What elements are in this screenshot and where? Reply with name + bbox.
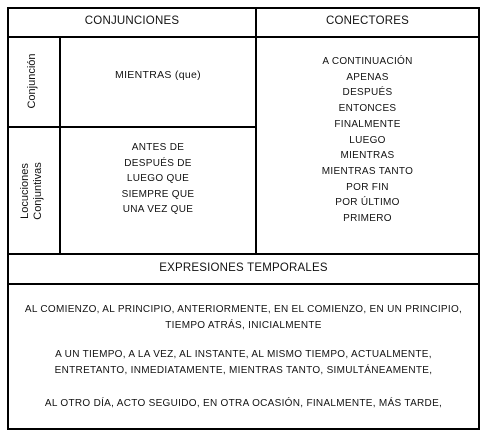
border-top bbox=[7, 7, 480, 9]
expresiones-line: AL OTRO DÍA, ACTO SEGUIDO, EN OTRA OCASIÓN, FINALMENTE, MÁS TARDE, bbox=[44, 398, 443, 409]
border-left bbox=[7, 7, 9, 430]
locucion-item: LUEGO QUE bbox=[126, 173, 190, 184]
expresiones-paragraph-3 bbox=[11, 396, 476, 412]
divider-header bbox=[7, 36, 480, 38]
conector-item: PRIMERO bbox=[343, 213, 392, 225]
divider-expresiones-header bbox=[7, 283, 480, 285]
label-locuciones-conjuntivas bbox=[19, 131, 47, 251]
conector-item: POR FIN bbox=[346, 181, 389, 193]
locucion-item: UNA VEZ QUE bbox=[122, 204, 194, 215]
expresiones-line: AL COMIENZO, AL PRINCIPIO, ANTERIORMENTE, EN EL COMIENZO, EN UN PRINCIPIO, bbox=[24, 304, 463, 315]
conector-item: FINALMENTE bbox=[334, 118, 401, 130]
expresiones-line: ENTRETANTO, INMEDIATAMENTE, MIENTRAS TANTO, SIMULTÁNEAMENTE, bbox=[54, 365, 433, 376]
label-locuciones-line1: Locuciones bbox=[19, 163, 31, 219]
conector-item: APENAS bbox=[346, 71, 389, 83]
temporal-connectors-table bbox=[7, 7, 480, 430]
expresiones-line: TIEMPO ATRÁS, INICIALMENTE bbox=[165, 320, 322, 331]
conjuncion-value: MIENTRAS (que) bbox=[115, 69, 201, 81]
conector-item: A CONTINUACIÓN bbox=[322, 56, 413, 67]
conector-item: MIENTRAS TANTO bbox=[321, 165, 414, 177]
label-conjuncion: Conjunción bbox=[26, 53, 38, 109]
conectores-list bbox=[257, 54, 478, 227]
expresiones-title: EXPRESIONES TEMPORALES bbox=[159, 262, 328, 274]
expresiones-paragraph-2 bbox=[11, 347, 476, 379]
conector-item: MIENTRAS bbox=[340, 150, 395, 162]
locucion-item: DESPUÉS DE bbox=[124, 157, 192, 169]
conector-item: ENTONCES bbox=[338, 103, 397, 115]
conector-item: LUEGO bbox=[349, 134, 386, 146]
label-locuciones-line2: Conjuntivas bbox=[32, 162, 44, 220]
header-conectores: CONECTORES bbox=[326, 15, 409, 27]
locucion-item: ANTES DE bbox=[131, 142, 185, 153]
border-right bbox=[478, 7, 480, 430]
header-conjunciones: CONJUNCIONES bbox=[84, 15, 180, 27]
conector-item: DESPUÉS bbox=[342, 87, 393, 99]
locuciones-list bbox=[61, 140, 255, 218]
expresiones-paragraph-1 bbox=[11, 302, 476, 334]
conector-item: POR ÚLTIMO bbox=[335, 197, 400, 209]
divider-conjuncion-row bbox=[7, 126, 257, 128]
locucion-item: SIEMPRE QUE bbox=[121, 188, 195, 200]
divider-expresiones-top bbox=[7, 253, 480, 255]
expresiones-line: A UN TIEMPO, A LA VEZ, AL INSTANTE, AL MISMO TIEMPO, ACTUALMENTE, bbox=[55, 349, 432, 360]
border-bottom bbox=[7, 428, 480, 430]
